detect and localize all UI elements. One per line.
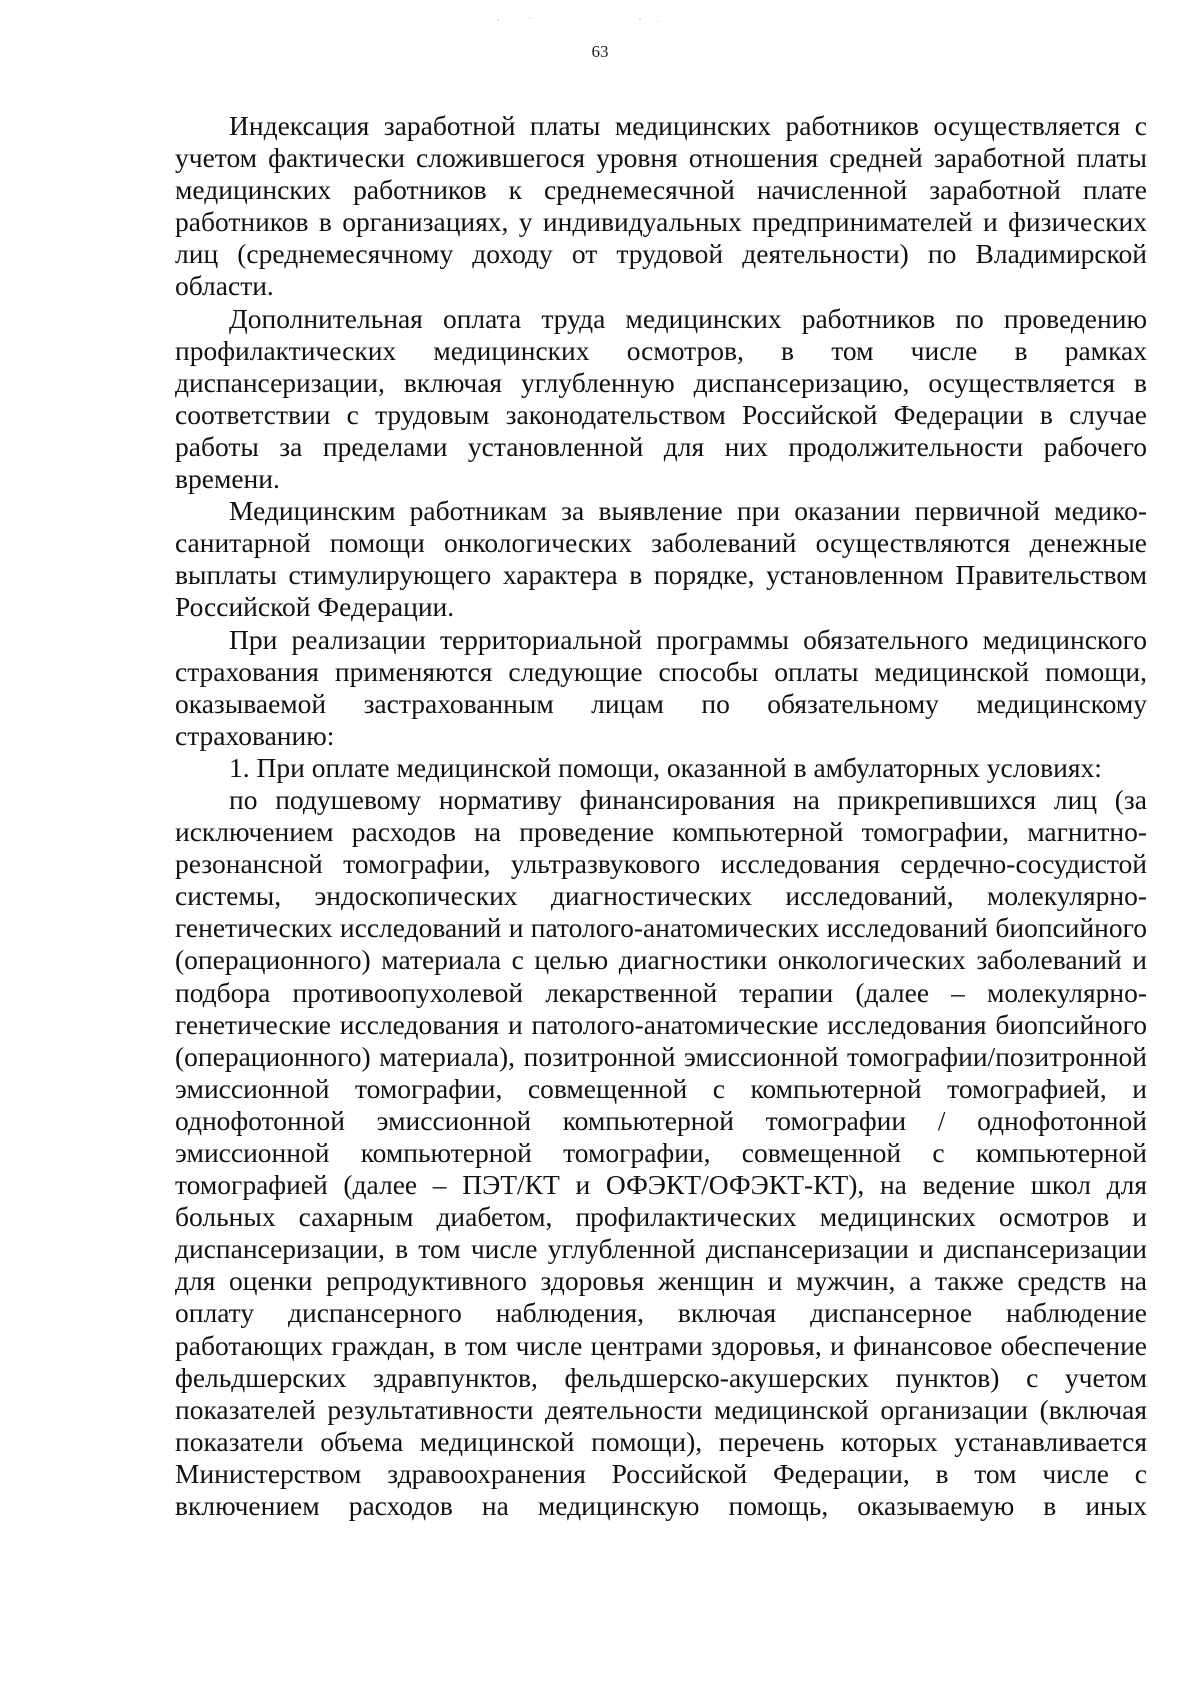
paragraph-salary-indexation: Индексация заработной платы медицинских работников осуществляется с учетом фактически сложившегося уровня отношения средней заработной платы медицинских работников к среднемесячной начисленной заработной плате работников в организациях, у индивидуальных предпринимателей и физических лиц (среднемесячному доходу от трудовой деятельности) по Владимирской области. [175, 110, 1147, 302]
paragraph-oncology-payments: Медицинским работникам за выявление при оказании первичной медико-санитарной помощи онкологических заболеваний осуществляются денежные выплаты стимулирующего характера в порядке, установленном Правительством Российской Федерации. [175, 495, 1147, 623]
paragraph-per-capita-standard: по подушевому нормативу финансирования на прикрепившихся лиц (за исключением расходов на проведение компьютерной томографии, магнитно-резонансной томографии, ультразвукового исследования сердечно-сосудистой системы, эндоскопических диагностических исследований, молекулярно-генетических исследований и патолого-анатомических исследований биопсийного (операционного) материала с целью диагностики онкологических заболеваний и подбора противоопухолевой лекарственной терапии (далее – молекулярно-генетические исследования и патолого-анатомические исследования биопсийного (операционного) материала), позитронной эмиссионной томографии/позитронной эмиссионной томографии, совмещенной с компьютерной томографией, и однофотонной эмиссионной компьютерной томографии / однофотонной эмиссионной компьютерной томографии, совмещенной с компьютерной томографией (далее – ПЭТ/КТ и ОФЭКТ/ОФЭКТ-КТ), на ведение школ для больных сахарным диабетом, профилактических медицинских осмотров и диспансеризации, в том числе углубленной диспансеризации и диспансеризации для оценки репродуктивного здоровья женщин и мужчин, а также средств на оплату диспансерного наблюдения, включая диспансерное наблюдение работающих граждан, в том числе центрами здоровья, и финансовое обеспечение фельдшерских здравпунктов, фельдшерско-акушерских пунктов) с учетом показателей результативности деятельности медицинской организации (включая показатели объема медицинской помощи), перечень которых устанавливается Министерством здравоохранения Российской Федерации, в том числе с включением расходов на медицинскую помощь, оказываемую в иных [175, 783, 1147, 1522]
page-number: 63 [591, 42, 609, 61]
paragraph-ambulatory-heading: 1. При оплате медицинской помощи, оказанной в амбулаторных условиях: [229, 751, 1102, 783]
paragraph-payment-methods: При реализации территориальной программы обязательного медицинского страхования применяются следующие способы оплаты медицинской помощи, оказываемой застрахованным лицам по обязательному медицинскому страхованию: [175, 623, 1147, 751]
paragraph-additional-payment: Дополнительная оплата труда медицинских работников по проведению профилактических медицинских осмотров, в том числе в рамках диспансеризации, включая углубленную диспансеризацию, осуществляется в соответствии с трудовым законодательством Российской Федерации в случае работы за пределами установленной для них продолжительности рабочего времени. [175, 302, 1147, 495]
scan-artifact [490, 14, 690, 24]
document-body [175, 110, 1147, 1522]
